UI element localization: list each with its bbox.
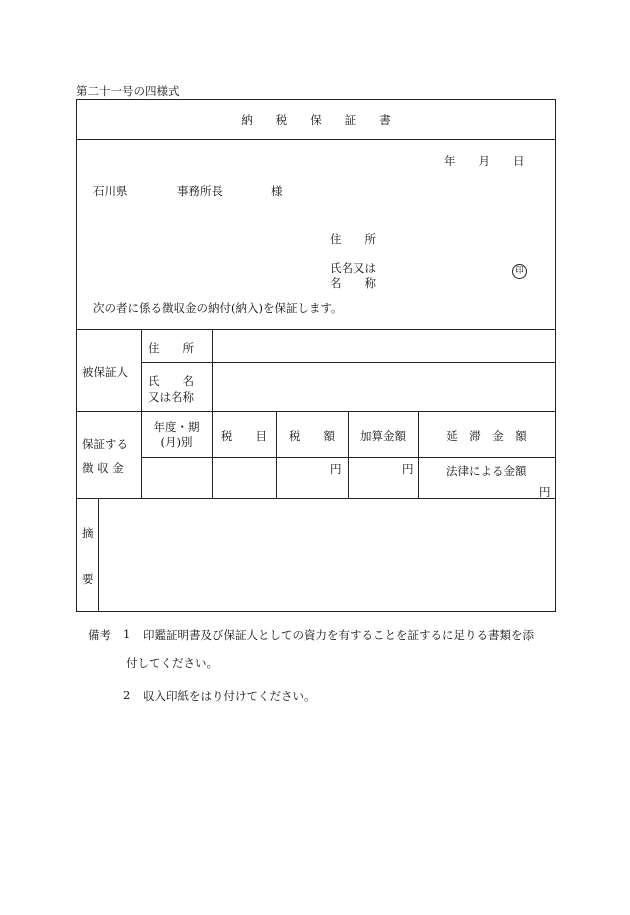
col-tax-amount: 税 額	[289, 429, 335, 443]
addressee-office: 事務所長	[177, 184, 223, 198]
collection-label-2: 徴 収 金	[82, 461, 124, 475]
remarks-label-1: 摘	[82, 526, 94, 540]
seal-mark: 印	[512, 264, 527, 279]
col-year-line-2: (月)別	[160, 435, 193, 449]
notes-heading: 備考	[88, 628, 111, 642]
note-2-text: 収入印紙をはり付けてください。	[143, 689, 316, 703]
guaranteed-address-label: 住 所	[148, 341, 194, 355]
col-tax-item: 税 目	[221, 429, 267, 443]
remarks-label-2: 要	[82, 572, 94, 586]
guarantor-name-label-1: 氏名又は	[330, 261, 376, 275]
note-1-number: 1	[123, 627, 131, 641]
note-2-number: 2	[123, 688, 131, 702]
yen-additional-amount: 円	[402, 462, 414, 476]
col-delinquency-amount: 延 滞 金 額	[446, 429, 527, 443]
addressee-honorific: 様	[271, 184, 283, 198]
col-additional-amount: 加算金額	[360, 429, 406, 443]
collection-label-1: 保証する	[82, 437, 128, 451]
guaranteed-person-label: 被保証人	[82, 365, 128, 379]
yen-delinquency-amount: 円	[539, 485, 551, 499]
date-line: 年 月 日	[444, 154, 525, 168]
delinquency-note: 法律による金額	[446, 464, 527, 478]
guaranteed-name-label-2: 又は名称	[148, 390, 194, 404]
guarantee-statement: 次の者に係る徴収金の納付(納入)を保証します。	[93, 301, 343, 315]
guarantor-address-label: 住 所	[330, 232, 376, 246]
addressee-prefecture: 石川県	[93, 184, 128, 198]
form-number: 第二十一号の四様式	[76, 84, 180, 98]
col-year-line-1: 年度・期	[153, 420, 200, 434]
yen-tax-amount: 円	[330, 462, 342, 476]
guaranteed-name-label-1: 氏 名	[148, 374, 194, 388]
note-1-line-2: 付してください。	[126, 656, 218, 670]
document-title: 納 税 保 証 書	[241, 113, 391, 127]
note-1-line-1: 印鑑証明書及び保証人としての資力を有することを証するに足りる書類を添	[143, 628, 534, 642]
guarantor-name-label-2: 名 称	[330, 276, 376, 290]
